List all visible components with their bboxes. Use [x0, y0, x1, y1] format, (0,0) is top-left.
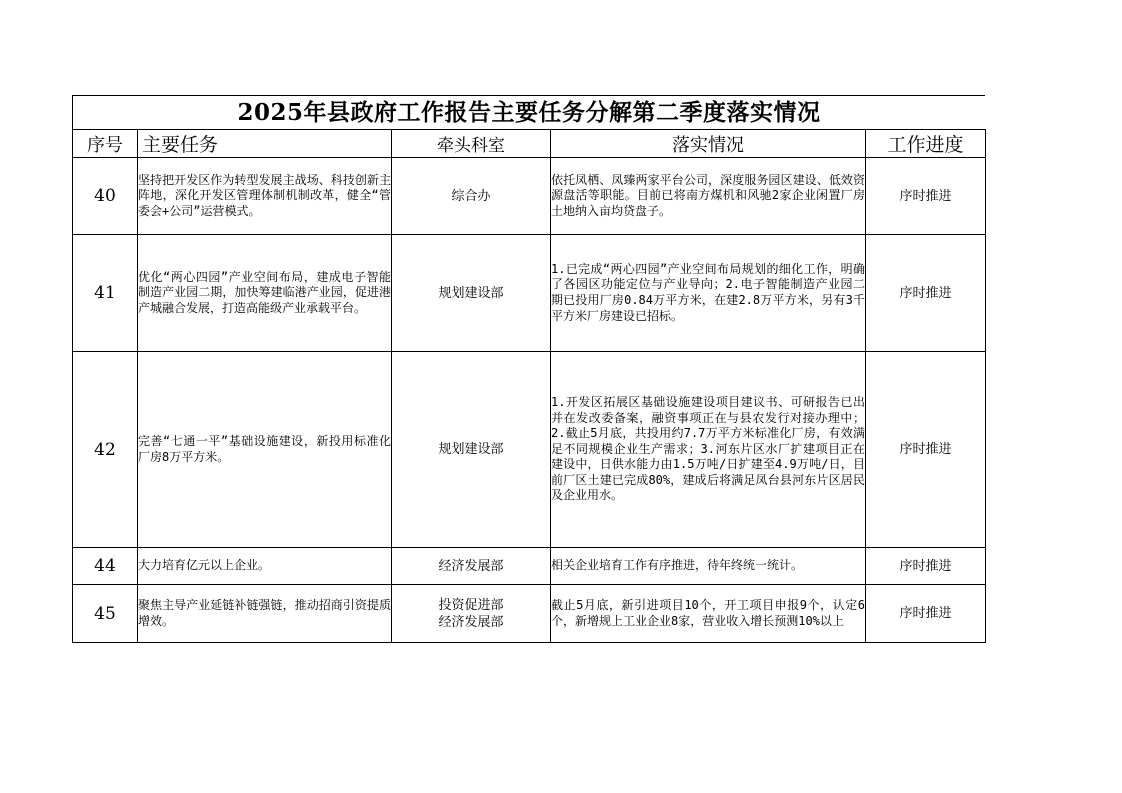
header-no: 序号	[73, 130, 138, 158]
dept-cell	[392, 158, 551, 235]
dept-cell	[392, 235, 551, 352]
progress-cell: 序时推进	[866, 235, 986, 352]
row-number: 41	[73, 235, 138, 352]
dept-cell	[392, 352, 551, 548]
row-number: 40	[73, 158, 138, 235]
progress-cell: 序时推进	[866, 158, 986, 235]
task-cell: 坚持把开发区作为转型发展主战场、科技创新主阵地，深化开发区管理体制机制改革，健全“管委会+公司”运营模式。	[138, 158, 392, 235]
task-cell: 完善“七通一平”基础设施建设，新投用标准化厂房8万平方米。	[138, 352, 392, 548]
header-dept: 牵头科室	[392, 130, 551, 158]
status-cell: 依托凤栖、凤臻两家平台公司，深度服务园区建设、低效资源盘活等职能。目前已将南方煤机和风驰2家企业闲置厂房土地纳入亩均贷盘子。	[551, 158, 866, 235]
report-title: 2025年县政府工作报告主要任务分解第二季度落实情况	[72, 95, 985, 129]
progress-cell: 序时推进	[866, 352, 986, 548]
report-sheet	[72, 95, 985, 643]
row-number: 45	[73, 585, 138, 643]
task-cell: 聚焦主导产业延链补链强链，推动招商引资提质增效。	[138, 585, 392, 643]
table-row	[73, 235, 986, 352]
dept-cell	[392, 585, 551, 643]
status-cell: 1.已完成“两心四园”产业空间布局规划的细化工作，明确了各园区功能定位与产业导向；2.电子智能制造产业园二期已投用厂房0.84万平方米，在建2.8万平方米，另有3千平方米厂房建设已招标。	[551, 235, 866, 352]
header-status: 落实情况	[551, 130, 866, 158]
status-cell: 1.开发区拓展区基础设施建设项目建议书、可研报告已出并在发改委备案，融资事项正在与县农发行对接办理中；2.截止5月底，共投用约7.7万平方米标准化厂房，有效满足不同规模企业生产需求；3.河东片区水厂扩建项目正在建设中，日供水能力由1.5万吨/日扩建至4.9万吨/日，目前厂区土建已完成80%，建成后将满足凤台县河东片区居民及企业用水。	[551, 352, 866, 548]
dept-name: 经济发展部	[438, 614, 504, 630]
dept-name: 规划建设部	[438, 442, 504, 457]
status-cell: 相关企业培育工作有序推进，待年终统一统计。	[551, 548, 866, 585]
table-row	[73, 158, 986, 235]
table-row	[73, 548, 986, 585]
progress-cell: 序时推进	[866, 585, 986, 643]
header-row	[73, 130, 986, 158]
status-cell: 截止5月底，新引进项目10个，开工项目申报9个，认定6个，新增规上工业企业8家，营业收入增长预测10%以上	[551, 585, 866, 643]
row-number: 44	[73, 548, 138, 585]
header-progress: 工作进度	[866, 130, 986, 158]
table-row	[73, 585, 986, 643]
task-table	[72, 129, 986, 643]
dept-name: 规划建设部	[438, 285, 504, 301]
task-cell: 大力培育亿元以上企业。	[138, 548, 392, 585]
dept-cell	[392, 548, 551, 585]
progress-cell: 序时推进	[866, 548, 986, 585]
task-cell: 优化“两心四园”产业空间布局，建成电子智能制造产业园二期，加快筹建临港产业园，促进港产城融合发展，打造高能级产业承载平台。	[138, 235, 392, 352]
dept-name: 综合办	[451, 188, 491, 204]
row-number: 42	[73, 352, 138, 548]
dept-name: 投资促进部	[438, 597, 504, 613]
table-row	[73, 352, 986, 548]
dept-name: 经济发展部	[438, 558, 504, 574]
header-task: 主要任务	[138, 130, 392, 158]
